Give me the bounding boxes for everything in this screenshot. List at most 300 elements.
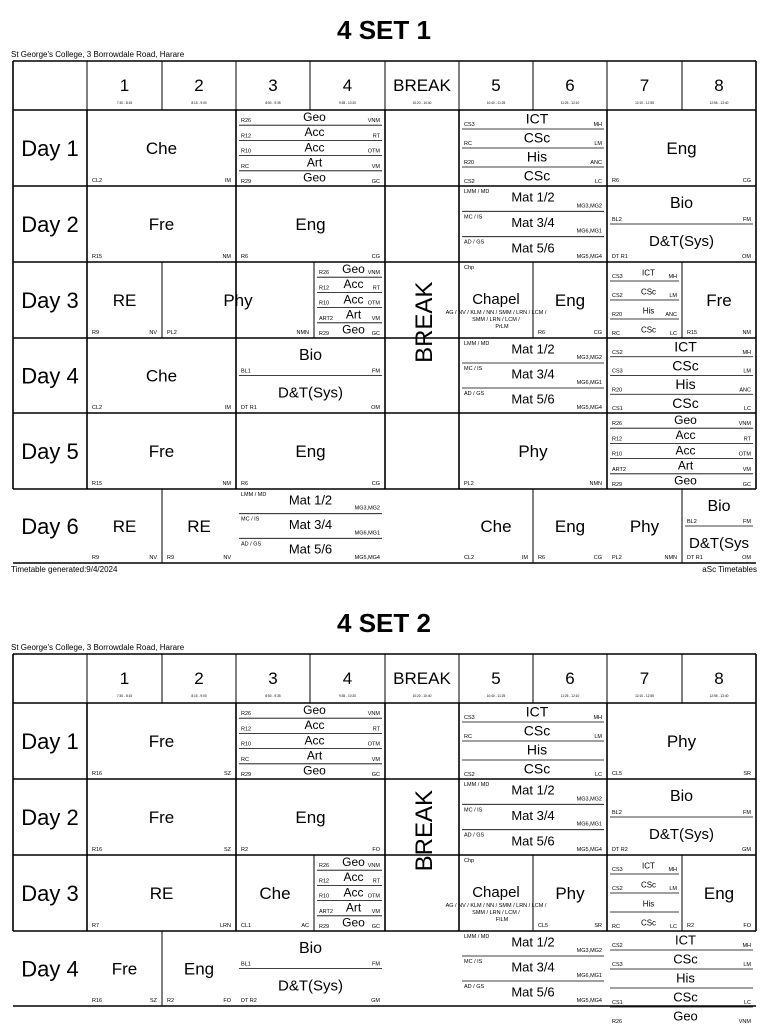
option-subject: Geo	[303, 702, 326, 717]
period-label: 7	[639, 669, 650, 688]
option-subject: Acc	[675, 428, 696, 443]
lesson-subject: Fre	[111, 959, 138, 979]
option-teacher: ANC	[665, 312, 677, 318]
option-teacher: OTM	[367, 148, 380, 155]
period-time: 7:30 - 8:15	[116, 101, 133, 105]
lesson-subject: RE	[149, 884, 174, 903]
bio-teacher: FM	[743, 810, 751, 816]
lesson-room: R9	[92, 330, 100, 336]
lesson-subject: Eng	[554, 517, 586, 536]
maths-subject: Mat 5/6	[511, 240, 555, 256]
option-room: R10	[319, 893, 330, 900]
maths-subject: Mat 1/2	[511, 341, 555, 357]
lesson-subject: Che	[259, 884, 291, 903]
period-time: 10:20 - 10:40	[412, 694, 432, 698]
lesson-room: CL1	[241, 923, 252, 929]
set2-school-name: St George's College, 3 Borrowdale Road, Harare	[11, 643, 185, 652]
maths-room: AD / GS	[241, 541, 262, 548]
option-subject: CSc	[640, 287, 657, 297]
lesson-room: R9	[92, 555, 100, 561]
maths-subject: Mat 1/2	[288, 492, 333, 508]
option-subject: Acc	[343, 277, 364, 292]
chapel-teachers: FILM	[495, 917, 509, 923]
lesson-room: PL2	[464, 481, 474, 487]
option-room: R29	[319, 924, 330, 930]
option-room: RC	[612, 924, 620, 930]
option-room: R12	[319, 878, 330, 885]
lesson-teacher: FO	[223, 998, 231, 1004]
option-teacher: MH	[593, 715, 602, 721]
period-time: 11:25 - 12:10	[560, 101, 580, 105]
lesson-subject: Eng	[295, 442, 326, 461]
option-teacher: LC	[669, 924, 677, 930]
lesson-teacher: NMN	[589, 481, 602, 487]
option-subject: CSc	[640, 918, 657, 928]
lesson-subject: Phy	[629, 517, 660, 536]
option-subject: Geo	[303, 109, 326, 124]
option-teacher: LC	[669, 331, 677, 337]
option-subject: Acc	[343, 292, 364, 307]
option-room: CS2	[464, 179, 475, 185]
period-time: 8:50 - 9:35	[265, 101, 281, 105]
option-subject: Geo	[673, 1008, 698, 1024]
day-label: Day 4	[21, 363, 79, 389]
option-teacher: OTM	[367, 893, 380, 900]
option-subject: His	[642, 306, 655, 316]
option-subject: Geo	[303, 170, 326, 185]
dt-teacher: GM	[371, 998, 380, 1004]
maths-teacher: MG3,MG2	[576, 948, 602, 954]
lesson-room: PL2	[612, 555, 622, 561]
period-time: 11:25 - 12:10	[560, 694, 580, 698]
option-subject: CSc	[640, 880, 657, 890]
maths-room: MC / IS	[464, 807, 483, 814]
day-label: Day 6	[21, 514, 79, 539]
option-teacher: GC	[371, 331, 380, 337]
option-room: R29	[319, 331, 330, 337]
set1-timetable-grid	[0, 59, 768, 579]
bio-subject: Bio	[669, 195, 694, 212]
maths-room: MC / IS	[241, 516, 260, 523]
lesson-subject: RE	[187, 517, 211, 536]
maths-teacher: MG5,MG4	[576, 998, 602, 1004]
maths-room: AD / GS	[464, 391, 485, 397]
option-subject: CSc	[640, 325, 657, 335]
lesson-room: R15	[92, 481, 103, 487]
lesson-teacher: FO	[372, 847, 380, 853]
period-label: 3	[268, 76, 278, 95]
option-subject: Acc	[675, 443, 696, 458]
option-room: CS3	[612, 867, 623, 873]
option-teacher: LM	[669, 886, 677, 892]
period-time: 8:15 - 9:00	[191, 694, 207, 698]
lesson-subject: Phy	[666, 732, 697, 751]
chapel-teachers: SMM / LRN / LCM /	[472, 910, 520, 916]
option-teacher: VM	[371, 756, 380, 763]
period-time: 12:55 - 13:40	[709, 101, 729, 105]
option-teacher: RT	[372, 285, 380, 292]
option-room: R26	[612, 421, 623, 428]
option-teacher: VNM	[367, 270, 380, 277]
lesson-room: R2	[241, 847, 249, 853]
period-time: 12:10 - 12:55	[635, 694, 654, 698]
maths-room: LMM / MD	[464, 189, 490, 195]
maths-teacher: MG3,MG2	[576, 203, 602, 210]
option-room: RC	[241, 756, 249, 763]
option-teacher: LM	[743, 368, 751, 375]
option-room: R20	[612, 312, 623, 318]
lesson-subject: Che	[145, 139, 178, 158]
day-label: Day 2	[21, 212, 79, 237]
lesson-subject: Fre	[706, 291, 732, 310]
day-label: Day 1	[21, 729, 79, 754]
option-subject: His	[642, 899, 655, 909]
option-subject: Acc	[343, 870, 364, 885]
option-subject: CSc	[672, 394, 699, 411]
maths-teacher: MG5,MG4	[354, 555, 380, 561]
option-teacher: VNM	[738, 421, 751, 428]
option-subject: CSc	[523, 167, 551, 184]
set1-generated-date: Timetable generated:9/4/2024	[11, 565, 118, 574]
lesson-room: CL2	[92, 178, 103, 184]
option-teacher: LC	[743, 1000, 751, 1006]
lesson-teacher: IM	[224, 178, 231, 184]
option-room: RC	[612, 331, 620, 337]
option-subject: CSc	[523, 722, 551, 739]
option-teacher: OTM	[738, 451, 751, 458]
maths-subject: Mat 5/6	[511, 391, 555, 407]
lesson-teacher: NM	[222, 254, 231, 260]
period-label: 1	[119, 669, 130, 688]
lesson-teacher: SZ	[149, 998, 157, 1004]
lesson-teacher: IM	[521, 555, 528, 561]
bio-teacher: FM	[372, 368, 380, 375]
day-label: Day 3	[21, 288, 79, 313]
lesson-room: R6	[612, 178, 620, 184]
option-room: CS2	[612, 943, 623, 949]
option-room: CS3	[612, 274, 623, 280]
maths-teacher: MG6,MG1	[576, 380, 602, 386]
option-teacher: GC	[371, 772, 380, 778]
lesson-subject: Fre	[148, 808, 175, 827]
option-subject: CSc	[673, 989, 698, 1005]
period-time: 8:15 - 9:00	[191, 101, 207, 105]
lesson-room: CL5	[612, 771, 623, 777]
lesson-teacher: CG	[742, 178, 751, 184]
option-teacher: MH	[668, 867, 677, 873]
option-room: R20	[464, 160, 475, 166]
maths-teacher: MG3,MG2	[576, 796, 602, 803]
lesson-teacher: NMN	[296, 330, 309, 336]
bio-room: BL2	[612, 810, 622, 816]
option-teacher: VM	[371, 315, 380, 322]
lesson-room: R15	[687, 330, 698, 336]
period-label: 1	[119, 76, 130, 95]
option-subject: Art	[345, 900, 362, 915]
option-room: ART2	[319, 315, 333, 322]
dt-teacher: OM	[371, 405, 380, 411]
lesson-teacher: FO	[743, 923, 751, 929]
option-teacher: VNM	[367, 711, 380, 718]
bio-subject: Bio	[298, 940, 323, 957]
lesson-teacher: SR	[743, 771, 751, 777]
option-subject: Acc	[304, 733, 325, 748]
dt-teacher: OM	[742, 555, 751, 561]
maths-room: LMM / MD	[464, 934, 490, 940]
option-room: CS2	[612, 349, 623, 356]
option-room: R26	[241, 711, 252, 718]
bio-room: BL2	[612, 217, 622, 223]
dt-subject: D&T(Sys)	[649, 233, 714, 250]
period-time: 10:20 - 10:40	[412, 101, 432, 105]
option-room: R29	[241, 772, 252, 778]
option-room: R12	[319, 285, 330, 292]
option-room: R26	[612, 1019, 623, 1024]
period-time: 12:10 - 12:55	[635, 101, 654, 105]
option-subject: Art	[306, 155, 323, 170]
option-subject: ICT	[642, 861, 655, 871]
lesson-teacher: CG	[593, 555, 602, 561]
option-teacher: ANC	[739, 387, 751, 394]
option-room: RC	[464, 734, 472, 740]
dt-subject: D&T(Sys)	[649, 826, 714, 843]
option-subject: Geo	[342, 854, 365, 869]
option-subject: His	[676, 970, 695, 986]
period-label: 2	[194, 76, 204, 95]
lesson-teacher: IM	[224, 405, 231, 411]
option-room: R26	[319, 863, 330, 870]
option-subject: His	[675, 376, 696, 392]
maths-subject: Mat 5/6	[511, 984, 555, 1000]
maths-subject: Mat 3/4	[288, 516, 333, 532]
period-label: 5	[491, 76, 501, 95]
maths-teacher: MG5,MG4	[576, 405, 602, 411]
chapel-teachers: PrLM	[495, 324, 509, 330]
maths-teacher: MG6,MG1	[576, 973, 602, 979]
option-subject: Geo	[674, 473, 697, 488]
option-teacher: VM	[371, 908, 380, 915]
option-room: CS2	[464, 772, 475, 778]
option-room: R20	[612, 387, 623, 394]
option-subject: CSc	[523, 760, 551, 777]
maths-teacher: MG6,MG1	[354, 530, 380, 537]
option-teacher: VNM	[738, 1019, 751, 1024]
maths-teacher: MG6,MG1	[576, 228, 602, 235]
period-label: 7	[639, 76, 650, 95]
maths-teacher: MG6,MG1	[576, 821, 602, 828]
dt-teacher: GM	[742, 847, 751, 853]
option-teacher: OTM	[367, 741, 380, 748]
option-room: CS2	[612, 293, 623, 299]
maths-subject: Mat 3/4	[511, 808, 555, 824]
option-subject: CSc	[672, 357, 699, 374]
lesson-room: R6	[538, 555, 546, 561]
option-teacher: ANC	[590, 160, 602, 166]
maths-subject: Mat 1/2	[511, 782, 555, 798]
maths-subject: Mat 1/2	[511, 934, 555, 950]
option-teacher: RT	[372, 133, 380, 140]
set2-title: 4 SET 2	[337, 608, 431, 638]
option-subject: Geo	[342, 261, 365, 276]
lesson-room: R16	[92, 771, 103, 777]
lesson-room: PL2	[167, 330, 177, 336]
day-label: Day 3	[21, 881, 79, 906]
lesson-room: R16	[92, 847, 103, 853]
maths-room: MC / IS	[464, 959, 483, 965]
period-time: 10:40 - 11:25	[486, 694, 506, 698]
option-subject: Geo	[674, 412, 697, 427]
period-time: 8:50 - 9:35	[265, 694, 281, 698]
lesson-subject: RE	[112, 291, 137, 310]
option-subject: Art	[677, 458, 694, 473]
maths-subject: Mat 3/4	[511, 366, 555, 382]
bio-subject: Bio	[669, 788, 694, 805]
option-room: ART2	[612, 466, 626, 473]
option-teacher: OTM	[367, 300, 380, 307]
period-label: 6	[565, 76, 575, 95]
option-subject: Art	[345, 307, 362, 322]
lesson-subject: Fre	[148, 442, 175, 461]
dt-room: DT R2	[612, 847, 628, 853]
option-room: R12	[241, 133, 252, 140]
lesson-subject: Eng	[295, 808, 326, 827]
option-teacher: LC	[594, 772, 602, 778]
option-room: R10	[319, 300, 330, 307]
lesson-room: R2	[687, 923, 695, 929]
period-time: 10:40 - 11:25	[486, 101, 506, 105]
break-label: BREAK	[411, 281, 438, 363]
period-label: 3	[268, 669, 278, 688]
lesson-teacher: CG	[371, 254, 380, 260]
period-label: 4	[342, 76, 353, 95]
maths-teacher: MG5,MG4	[576, 254, 602, 260]
bio-teacher: FM	[743, 519, 751, 525]
option-teacher: LC	[743, 406, 751, 412]
chapel-room: Chp	[464, 265, 475, 271]
lesson-subject: Eng	[183, 959, 215, 979]
period-time: 7:30 - 8:15	[116, 694, 133, 698]
lesson-room: R6	[538, 330, 546, 336]
bio-room: BL1	[241, 961, 251, 968]
period-time: 9:35 - 10:20	[338, 694, 357, 698]
option-teacher: VNM	[367, 118, 380, 125]
day-label: Day 5	[21, 439, 79, 464]
maths-teacher: MG5,MG4	[576, 847, 602, 853]
bio-subject: Bio	[298, 347, 323, 364]
option-room: ART2	[319, 908, 333, 915]
option-room: CS3	[612, 962, 623, 968]
bio-subject: Bio	[707, 498, 731, 515]
chapel-teachers: SMM / LRN / LCM /	[472, 317, 520, 323]
day-label: Day 4	[21, 956, 79, 982]
lesson-subject: Eng	[554, 291, 586, 310]
option-room: R29	[241, 179, 252, 185]
option-room: R26	[319, 270, 330, 277]
option-teacher: LM	[669, 293, 677, 299]
option-teacher: LM	[594, 734, 602, 740]
option-room: R10	[241, 148, 252, 155]
period-time: 9:35 - 10:20	[338, 101, 357, 105]
set2-timetable-grid	[0, 652, 768, 1024]
lesson-teacher: NV	[149, 330, 157, 336]
option-room: R10	[612, 451, 623, 458]
lesson-teacher: AC	[301, 923, 309, 929]
option-subject: Acc	[304, 718, 325, 733]
period-label: BREAK	[393, 669, 451, 688]
lesson-subject: Fre	[148, 732, 175, 751]
maths-subject: Mat 5/6	[511, 833, 555, 849]
option-room: CS3	[612, 368, 623, 375]
maths-subject: Mat 5/6	[288, 541, 333, 557]
dt-room: DT R1	[687, 555, 703, 561]
lesson-subject: Phy	[555, 884, 585, 903]
option-teacher: RT	[743, 436, 751, 443]
option-room: R10	[241, 741, 252, 748]
option-subject: ICT	[674, 338, 697, 355]
bio-teacher: FM	[372, 961, 380, 968]
lesson-subject: Fre	[148, 215, 175, 234]
option-teacher: LC	[594, 179, 602, 185]
day-label: Day 1	[21, 136, 79, 161]
option-subject: ICT	[675, 932, 696, 948]
option-teacher: VM	[742, 466, 751, 473]
set1-credit: aSc Timetables	[702, 565, 757, 574]
lesson-room: R15	[92, 254, 103, 260]
option-subject: CSc	[523, 129, 551, 146]
maths-subject: Mat 3/4	[511, 959, 555, 975]
maths-room: AD / GS	[464, 984, 485, 990]
dt-subject: D&T(Sys)	[278, 384, 343, 402]
option-subject: His	[526, 148, 548, 165]
option-room: R29	[612, 482, 623, 488]
maths-subject: Mat 1/2	[511, 189, 555, 205]
bio-teacher: FM	[743, 217, 751, 223]
period-time: 12:55 - 13:40	[709, 694, 729, 698]
option-room: R12	[241, 726, 252, 733]
option-teacher: MH	[593, 122, 602, 128]
lesson-room: CL2	[92, 405, 103, 411]
dt-room: DT R2	[241, 998, 257, 1004]
option-teacher: MH	[742, 349, 751, 356]
lesson-teacher: CG	[593, 330, 602, 336]
option-teacher: MH	[668, 274, 677, 280]
option-room: CS3	[464, 122, 475, 128]
lesson-room: R9	[167, 555, 175, 561]
option-teacher: LM	[594, 141, 602, 147]
lesson-room: R16	[92, 998, 103, 1004]
lesson-teacher: NM	[742, 330, 751, 336]
period-label: 8	[714, 669, 724, 688]
bio-room: BL2	[687, 519, 697, 525]
option-room: CS3	[464, 715, 475, 721]
maths-room: MC / IS	[464, 214, 483, 221]
lesson-teacher: NM	[222, 481, 231, 487]
lesson-room: R2	[167, 998, 175, 1004]
period-label: 4	[342, 669, 353, 688]
lesson-subject: Eng	[703, 884, 735, 903]
option-room: R12	[612, 436, 623, 443]
dt-teacher: OM	[742, 254, 751, 260]
option-subject: Art	[306, 748, 323, 763]
lesson-room: CL5	[538, 923, 549, 929]
set1-school-name: St George's College, 3 Borrowdale Road, Harare	[11, 50, 185, 59]
option-subject: Acc	[304, 140, 325, 155]
option-subject: His	[526, 741, 548, 758]
chapel-subject: Chapel	[472, 884, 520, 901]
period-label: BREAK	[393, 76, 451, 95]
option-teacher: VM	[371, 163, 380, 170]
maths-room: LMM / MD	[464, 341, 490, 347]
